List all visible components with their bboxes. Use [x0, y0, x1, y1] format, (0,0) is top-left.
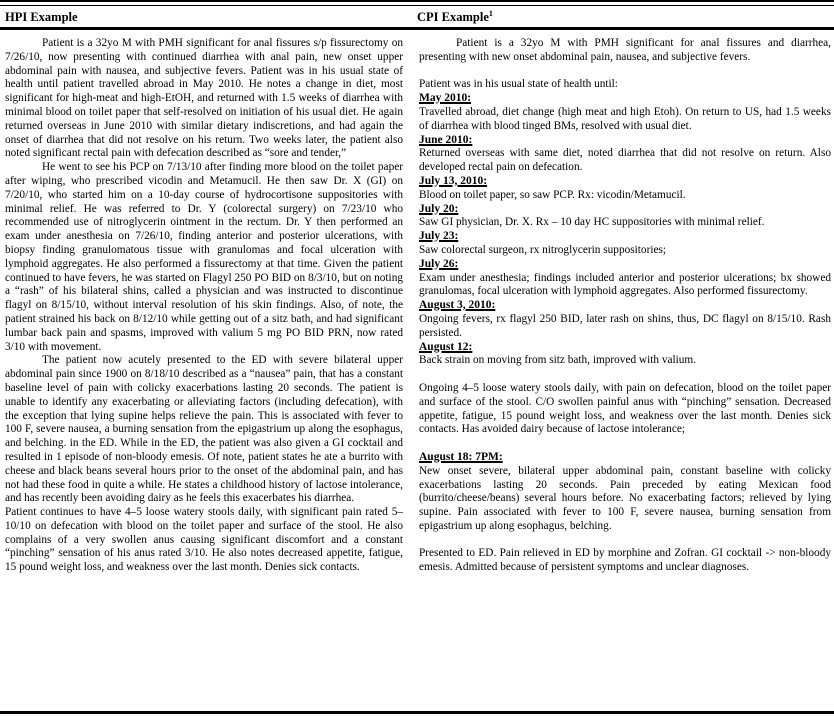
- cpi-timeline-lead: Patient was in his usual state of health until:: [419, 78, 618, 91]
- cpi-footnote-mark: 1: [488, 8, 493, 18]
- hpi-paragraph: Patient continues to have 4–5 loose watery stools daily, with significant pain rated 5–10/10 on defecation with blood on the toilet paper and surface of the stool. He also complains of a very swollen anus causing significant discomfort and a constant “pinching” sensation of his anus rated 3/10. He also notes decreased appetite, fatigue, 15 pound weight loss, and weakness over the last month. Denies sick contacts.: [5, 506, 403, 574]
- cpi-entry: [419, 299, 831, 340]
- table-body: [0, 30, 834, 575]
- cpi-entry-text: Presented to ED. Pain relieved in ED by morphine and Zofran. GI cocktail -> non-bloody emesis. Admitted because of persistent symptoms and unclear diagnoses.: [419, 547, 831, 574]
- cpi-entry-date: August 18: 7PM:: [419, 450, 503, 463]
- cpi-entry-text: Back strain on moving from sitz bath, improved with valium.: [419, 354, 697, 367]
- cpi-header-title: CPI Example: [417, 10, 489, 24]
- cpi-entry: [419, 203, 831, 231]
- cpi-entry-date: August 12:: [419, 340, 473, 353]
- cpi-entry-text: Saw GI physician, Dr. X. Rx – 10 day HC suppositories with minimal relief.: [419, 216, 765, 229]
- hpi-paragraph: He went to see his PCP on 7/13/10 after finding more blood on the toilet paper after wiping, who prescribed vicodin and Metamucil. He then saw Dr. X (GI) on 7/20/10, who started him on a 10-day course of hydrocortisone suppositories with minimal relief. He was referred to Dr. Y (colorectal surgery) on 7/23/10 who recommended use of nitroglycerin ointment in the rectum. Dr. Y then performed an exam under anesthesia on 7/26/10, finding anterior and posterior ulcerations, with biopsy finding granulomatous tissue with granulomas and focal ulceration with lymphoid aggregates. He also performed a fissurectomy at that time. Given the patient continued to have fevers, he was started on Flagyl 250 PO BID on 8/3/10, but on noting a “rash” of his bilateral shins, called a physician and was instructed to discontinue flagyl on 8/15/10, without interval resolution of his skin findings. Also, of note, the patient strained his back on 8/12/10 while getting out of a sitz bath, and had significant lumbar back pain and spasms, improved with valium 5 mg PO BID PRN, now rated 3/10 with movement.: [5, 161, 403, 353]
- cpi-entry: [419, 230, 831, 258]
- cpi-entry: [419, 451, 831, 575]
- cpi-entry-text: Travelled abroad, diet change (high meat and high Etoh). On return to US, had 1.5 weeks of diarrhea with blood tinged BMs, resolved with usual diet.: [419, 105, 831, 132]
- cpi-entry-date: July 20:: [419, 202, 459, 215]
- cpi-entry-date: June 2010:: [419, 133, 473, 146]
- cpi-entry-date: May 2010:: [419, 92, 472, 105]
- hpi-paragraph: Patient is a 32yo M with PMH significant for anal fissures s/p fissurectomy on 7/26/10, now presenting with continued diarrhea with anal pain, new onset upper abdominal pain with nausea, and subjective fevers. Patient was in his usual state of health until patient travelled abroad in May 2010. He notes a change in diet, most significant for high-meat and high-EtOH, and returned with 1.5 weeks of diarrhea with minimal blood on toilet paper that self-resolved on initiation of his usual diet. He again returned overseas in June 2010 with similar dietary indiscretions, and had again the onset of diarrhea that did not resolve on his return. Two weeks later, the patient also noted significant rectal pain with defecation described as “sore and tender,”: [5, 37, 403, 160]
- cpi-entry: [419, 175, 831, 203]
- cpi-column: [419, 37, 831, 575]
- hpi-column: [5, 37, 403, 575]
- cpi-entry: [419, 341, 831, 438]
- cpi-entry-text: Saw colorectal surgeon, rx nitroglycerin suppositories;: [419, 243, 667, 256]
- cpi-entry-date: July 13, 2010:: [419, 174, 488, 187]
- cpi-entry-text: Ongoing fevers, rx flagyl 250 BID, later rash on shins, thus, DC flagyl on 8/15/10. Rash persisted.: [419, 312, 831, 339]
- cpi-entry-text: Returned overseas with same diet, noted diarrhea that did not resolve on return. Also developed rectal pain on defecation.: [419, 147, 831, 174]
- cpi-intro-paragraph: Patient is a 32yo M with PMH significant for anal fissures and diarrhea, presenting with new onset abdominal pain, nausea, and subjective fevers.: [419, 37, 831, 63]
- table-bottom-rule: [0, 711, 834, 714]
- hpi-header-title: HPI Example: [5, 10, 78, 24]
- cpi-entry: [419, 258, 831, 299]
- cpi-entry: [419, 134, 831, 175]
- cpi-entry-text: Ongoing 4–5 loose watery stools daily, with pain on defecation, blood on the toilet paper and surface of the stool. C/O swollen painful anus with “pinching” sensation. Decreased appetite, fatigue, 15 pound weight loss, and weakness over the last month. Denies sick contacts. Has avoided dairy because of lactose intolerance;: [419, 381, 831, 436]
- cpi-entry-date: July 23:: [419, 230, 459, 243]
- cpi-column-header: [417, 10, 834, 24]
- cpi-entry-text: Exam under anesthesia; findings included anterior and posterior ulcerations; bx showed granulomas, focal ulceration with lymphoid aggregates. Also performed fissurectomy.: [419, 271, 831, 298]
- cpi-entry-date: July 26:: [419, 257, 459, 270]
- hpi-column-header: [0, 10, 417, 24]
- cpi-entry: [419, 92, 831, 133]
- cpi-entry-text: Blood on toilet paper, so saw PCP. Rx: vicodin/Metamucil.: [419, 188, 686, 201]
- hpi-paragraph: The patient now acutely presented to the ED with severe bilateral upper abdominal pain since 1900 on 8/18/10 described as a “nausea” pain, that has a constant baseline level of pain with colicky exacerbations lasting 20 seconds. The patient is unable to identify any exacerbating or alleviating factors (including defecation), with the exception that lying supine helps relieve the pain. This is associated with fever to 100 F, severe nausea, a burning sensation from the epigastrium up along the esophagus, and belching. in the ED. While in the ED, the patient was also given a GI cocktail and resulted in 1 episode of non-bloody emesis. Of note, patient states he ate a burrito with cheese and black beans several hours prior to the onset of the abdominal pain, and has not had these food in quite a while. He states a childhood history of lactose intolerance, and has recently been avoiding dairy as he feels this exacerbates his diarrhea.: [5, 354, 403, 505]
- table-header-row: [0, 6, 834, 27]
- cpi-entry-date: August 3, 2010:: [419, 299, 496, 312]
- cpi-entry-text: New onset severe, bilateral upper abdominal pain, constant baseline with colicky exacerbations lasting 20 seconds. Pain preceded by eating Mexican food (burrito/cheese/beans) several hours before. No exacerbating factors; relieved by lying supine. Pain associated with fever to 100 F, severe nausea, burning sensation from epigastrium up along esophagus, belching.: [419, 464, 831, 532]
